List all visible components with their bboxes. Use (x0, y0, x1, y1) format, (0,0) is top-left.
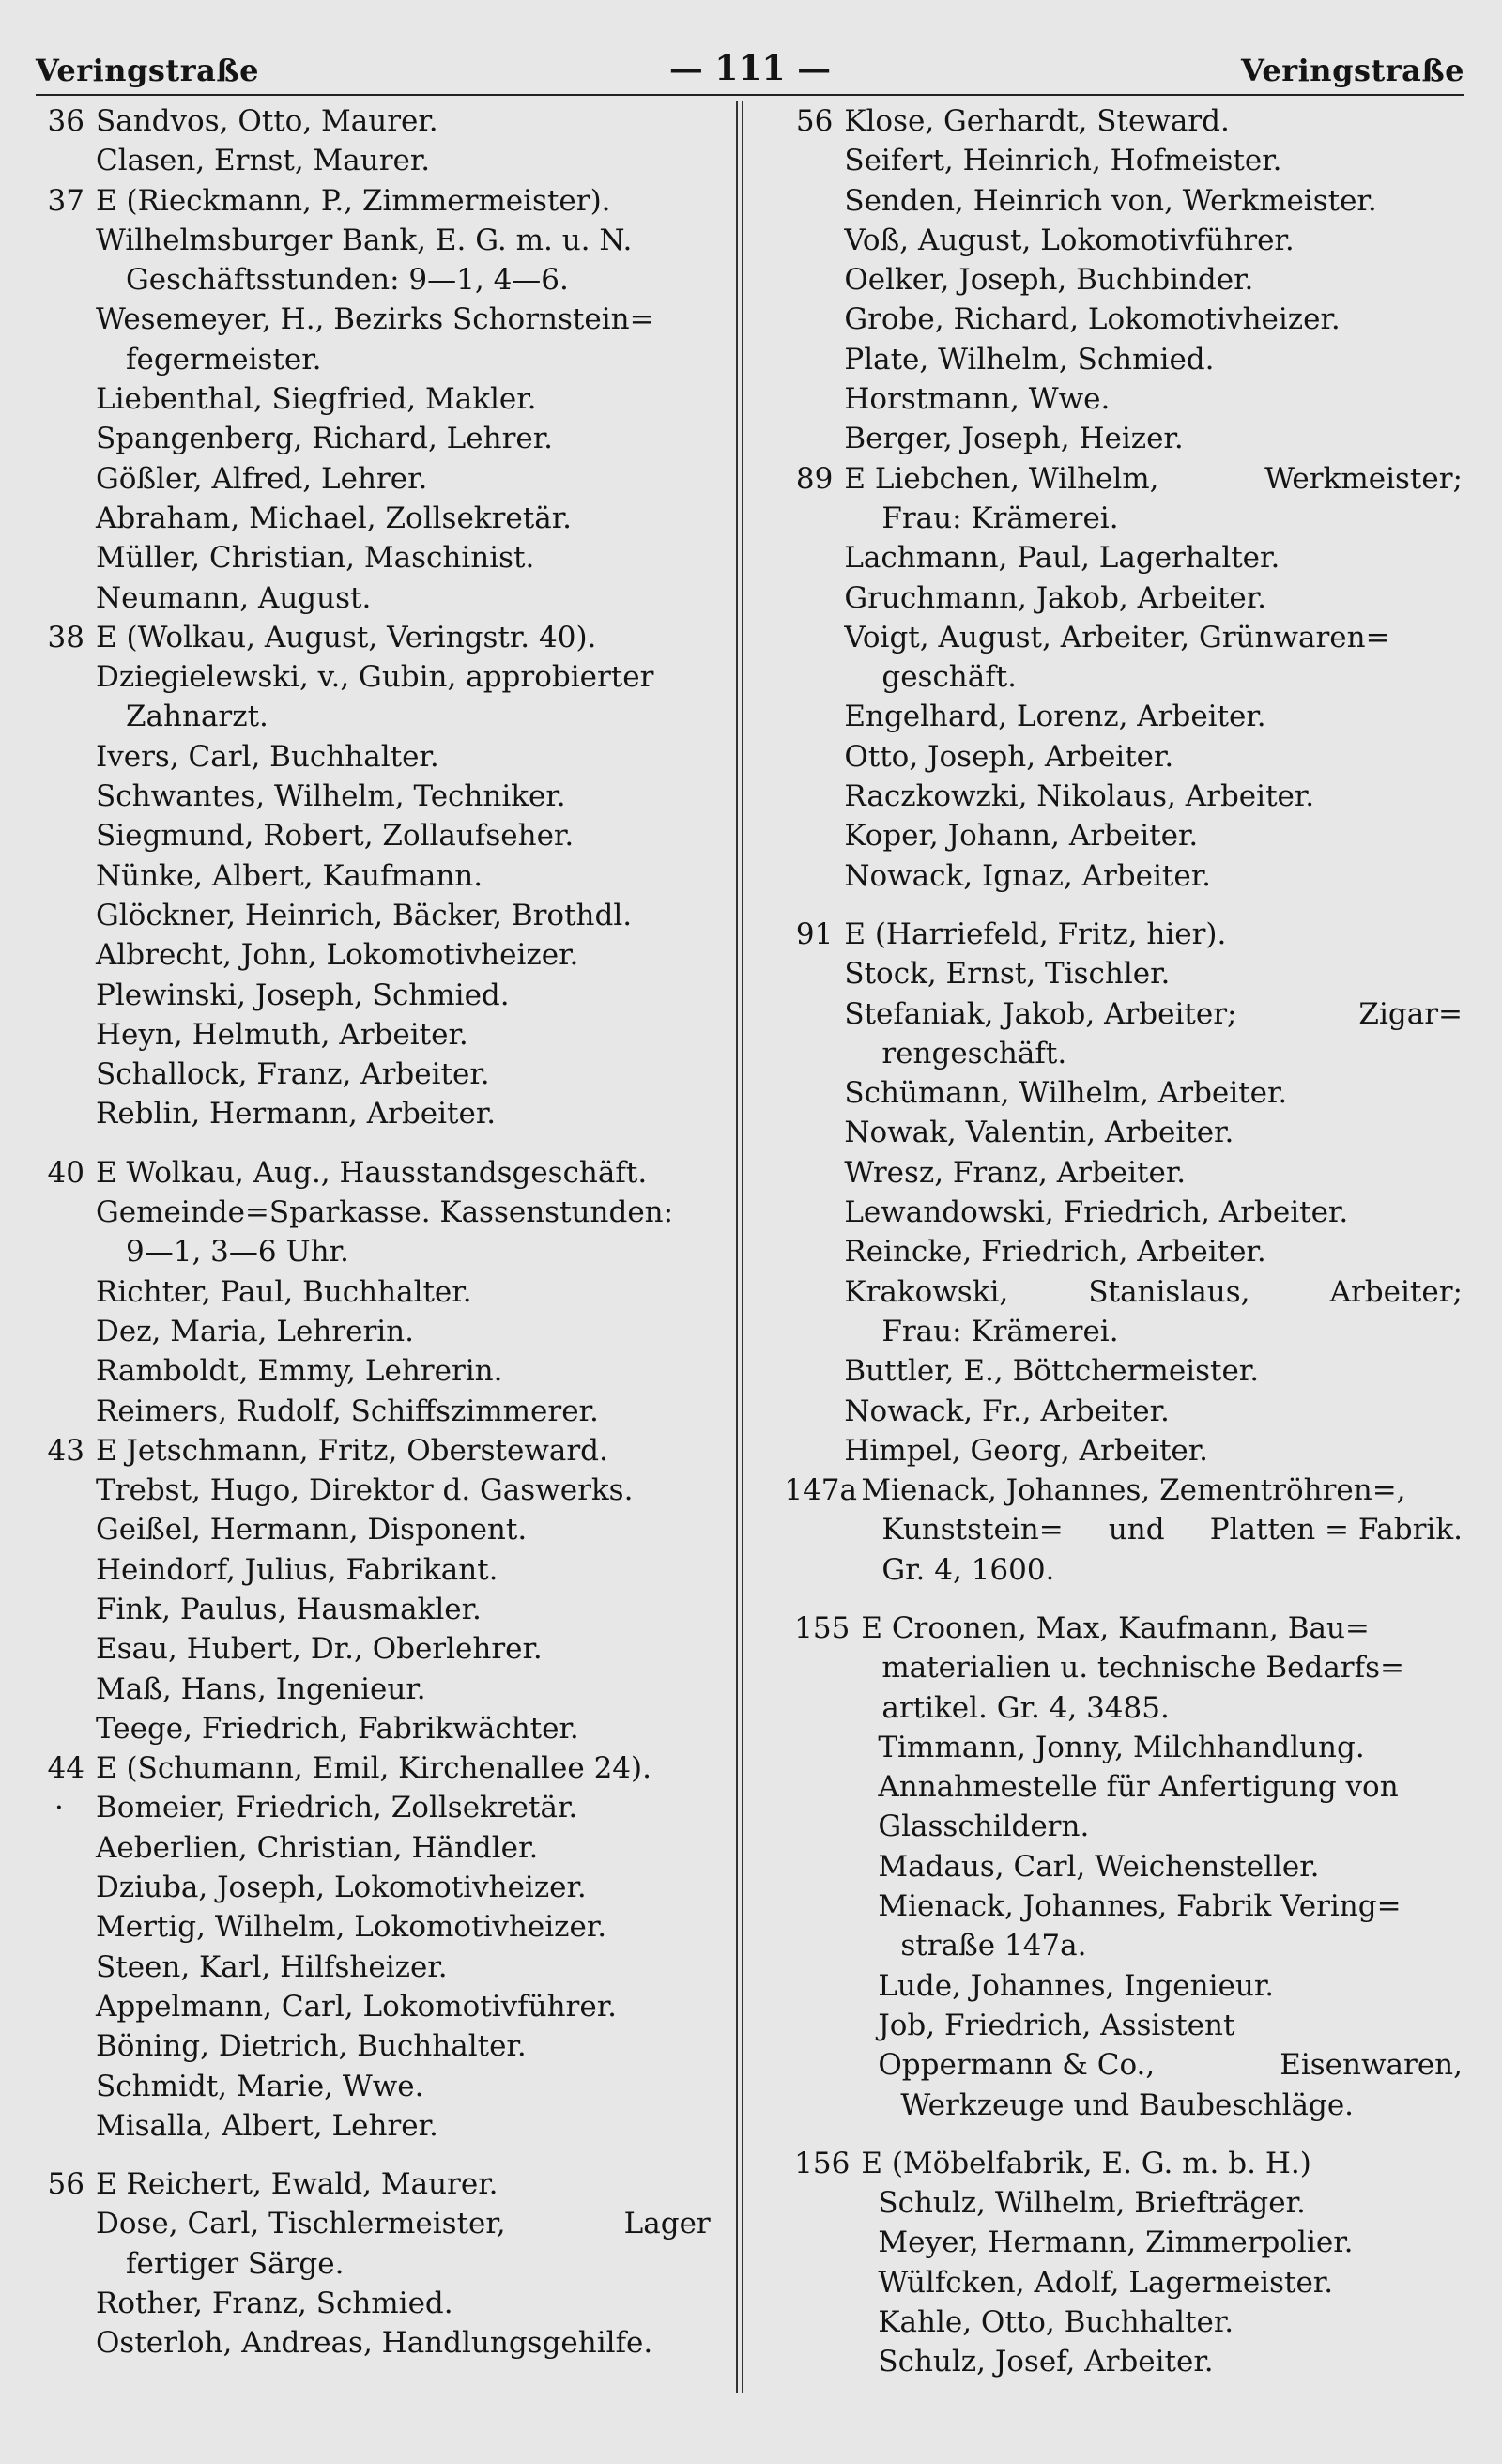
entry-line (36, 1788, 713, 1827)
spacer (36, 1134, 713, 1153)
entry-line: Aeberlien, Christian, Händler. (96, 1830, 539, 1865)
entry-line: Schulz, Wilhelm, Briefträger. (878, 2186, 1306, 2221)
entry-text: E Liebchen, Wilhelm, (844, 461, 1159, 496)
entry-line: Clasen, Ernst, Maurer. (96, 144, 431, 178)
entry-text: Stanislaus, (1088, 1274, 1250, 1309)
entry-line: Frau: Krämerei. (881, 500, 1119, 535)
page-number: — 111 — (668, 49, 832, 88)
entry-text: E Wolkau, Aug., Hausstandsgeschäft. (96, 1155, 648, 1190)
entry-line: Lude, Johannes, Ingenieur. (878, 1968, 1275, 2003)
entry-text: Dose, Carl, Tischlermeister, (96, 2207, 506, 2241)
entry-line: Nowack, Fr., Arbeiter. (844, 1394, 1170, 1428)
margin-mark: · (54, 1791, 64, 1825)
house-number: 56 (47, 2167, 84, 2202)
entry-line (36, 181, 713, 221)
entry-line: Nowack, Ignaz, Arbeiter. (844, 858, 1211, 893)
house-number: 91 (795, 916, 834, 951)
entry-line: Geißel, Hermann, Disponent. (96, 1513, 528, 1548)
entry-text: Eisenwaren, (1280, 2048, 1463, 2083)
columns (36, 101, 1464, 2393)
entry-text: E (Möbelfabrik, E. G. m. b. H.) (861, 2146, 1311, 2180)
entry-line: Schwantes, Wilhelm, Techniker. (96, 779, 566, 814)
entry-line: Richter, Paul, Buchhalter. (96, 1274, 472, 1309)
entry-line: Voß, August, Lokomotivführer. (844, 223, 1295, 257)
entry-line: Wesemeyer, H., Bezirks Schornstein= (96, 302, 654, 337)
house-number: 147a (784, 1473, 857, 1508)
house-number: 155 (794, 1610, 851, 1645)
entry-line: Job, Friedrich, Assistent (878, 2008, 1235, 2042)
entry-line: Osterloh, Andreas, Handlungsgehilfe. (96, 2326, 653, 2361)
entry-line (784, 1510, 1464, 1549)
entry-line: Gemeinde=Sparkasse. Kassenstunden: (96, 1195, 674, 1230)
running-head-left: Veringstraße (36, 53, 259, 88)
entry-line: Gr. 4, 1600. (881, 1552, 1055, 1587)
left-column (36, 101, 713, 2393)
entry-line: Reincke, Friedrich, Arbeiter. (844, 1235, 1266, 1270)
entry-line: Schulz, Josef, Arbeiter. (878, 2345, 1214, 2379)
entry-text: Sandvos, Otto, Maurer. (96, 104, 438, 138)
entry-line: Nowak, Valentin, Arbeiter. (844, 1116, 1234, 1150)
entry-line: fegermeister. (126, 342, 322, 377)
entry-line: geschäft. (881, 660, 1018, 695)
entry-text: Werkmeister; (1264, 461, 1463, 496)
entry-line (784, 1609, 1464, 1648)
entry-line: Berger, Joseph, Heizer. (844, 422, 1184, 456)
entry-line: Maß, Hans, Ingenieur. (96, 1671, 426, 1706)
entry-line: Zahnarzt. (126, 700, 268, 734)
entry-line: Rother, Franz, Schmied. (96, 2287, 453, 2321)
entry-line: Senden, Heinrich von, Werkmeister. (844, 183, 1377, 218)
entry-line (784, 1272, 1464, 1312)
entry-line (784, 2045, 1464, 2085)
entry-line: Lachmann, Paul, Lagerhalter. (844, 541, 1280, 576)
entry-line: Misalla, Albert, Lehrer. (96, 2108, 438, 2143)
entry-line: Esau, Hubert, Dr., Oberlehrer. (96, 1632, 543, 1667)
entry-line: Steen, Karl, Hilfsheizer. (96, 1949, 448, 1984)
entry-line: Schallock, Franz, Arbeiter. (96, 1057, 490, 1092)
header-rule (36, 94, 1464, 100)
entry-line: Schmidt, Marie, Wwe. (96, 2069, 424, 2103)
entry-line: Wilhelmsburger Bank, E. G. m. u. N. (96, 223, 633, 257)
entry-line: Trebst, Hugo, Direktor d. Gaswerks. (96, 1473, 634, 1508)
column-separator (713, 101, 768, 2393)
entry-line: 9—1, 3—6 Uhr. (126, 1235, 349, 1270)
entry-line: Dziuba, Joseph, Lokomotivheizer. (96, 1871, 587, 1905)
entry-text: E (Schumann, Emil, Kirchenallee 24). (96, 1751, 651, 1786)
entry-text: E Croonen, Max, Kaufmann, Bau= (861, 1610, 1370, 1645)
spacer (784, 1590, 1464, 1609)
entry-line: Ivers, Carl, Buchhalter. (96, 739, 439, 774)
entry-text: Platten = Fabrik. (1209, 1513, 1463, 1548)
entry-line: Nünke, Albert, Kaufmann. (96, 858, 483, 893)
house-number: 43 (47, 1433, 84, 1468)
entry-line: Engelhard, Lorenz, Arbeiter. (844, 700, 1266, 734)
entry-line: Oelker, Joseph, Buchbinder. (844, 263, 1254, 298)
entry-line: Mienack, Johannes, Fabrik Vering= (878, 1889, 1402, 1924)
running-head-right: Veringstraße (1241, 53, 1464, 88)
entry-line: Mertig, Wilhelm, Lokomotivheizer. (96, 1910, 607, 1945)
entry-line: Raczkowzki, Nikolaus, Arbeiter. (844, 779, 1315, 814)
entry-line (784, 1471, 1464, 1510)
entry-line: Frau: Krämerei. (881, 1314, 1119, 1348)
entry-text: Kunststein= (881, 1513, 1064, 1548)
entry-line: Voigt, August, Arbeiter, Grünwaren= (844, 620, 1390, 654)
entry-line: fertiger Särge. (126, 2246, 345, 2281)
entry-line: Reimers, Rudolf, Schiffszimmerer. (96, 1394, 599, 1428)
entry-line: Buttler, E., Böttchermeister. (844, 1354, 1260, 1389)
entry-line: Schümann, Wilhelm, Arbeiter. (844, 1076, 1288, 1111)
entry-line: Fink, Paulus, Hausmakler. (96, 1592, 482, 1626)
entry-line: Koper, Johann, Arbeiter. (844, 819, 1199, 854)
entry-line: Heyn, Helmuth, Arbeiter. (96, 1017, 468, 1052)
entry-text: E (Wolkau, August, Veringstr. 40). (96, 620, 597, 654)
entry-line: materialien u. technische Bedarfs= (881, 1651, 1404, 1686)
house-number: 89 (795, 461, 834, 496)
entry-line: Meyer, Hermann, Zimmerpolier. (878, 2225, 1354, 2260)
entry-text: Stefaniak, Jakob, Arbeiter; (844, 996, 1237, 1031)
entry-line: Teege, Friedrich, Fabrikwächter. (96, 1711, 579, 1746)
entry-line: Seifert, Heinrich, Hofmeister. (844, 144, 1282, 178)
entry-line: Kahle, Otto, Buchhalter. (878, 2305, 1234, 2340)
entry-line: Timmann, Jonny, Milchhandlung. (878, 1730, 1365, 1764)
spacer (784, 2125, 1464, 2144)
entry-line: Plewinski, Joseph, Schmied. (96, 978, 510, 1012)
house-number: 37 (47, 183, 84, 218)
right-column (767, 101, 1464, 2393)
entry-line: Geschäftsstunden: 9—1, 4—6. (126, 263, 569, 298)
entry-line (784, 994, 1464, 1034)
entry-line (784, 459, 1464, 499)
entry-text: Oppermann & Co., (878, 2048, 1156, 2083)
entry-line: Madaus, Carl, Weichensteller. (878, 1849, 1320, 1884)
entry-text: Lager (623, 2207, 711, 2241)
house-number: 56 (795, 104, 834, 138)
entry-line: Heindorf, Julius, Fabrikant. (96, 1552, 498, 1587)
entry-line (36, 1153, 713, 1193)
page-header (36, 38, 1464, 96)
spacer (784, 896, 1464, 915)
entry-text: E (Harriefeld, Fritz, hier). (844, 916, 1227, 951)
entry-line (36, 1748, 713, 1788)
entry-text: Bomeier, Friedrich, Zollsekretär. (96, 1791, 578, 1825)
entry-line: Siegmund, Robert, Zollaufseher. (96, 819, 575, 854)
entry-line: straße 147a. (900, 1929, 1087, 1964)
entry-line: Wülfcken, Adolf, Lagermeister. (878, 2265, 1334, 2300)
entry-line: Müller, Christian, Maschinist. (96, 541, 535, 576)
entry-line: Appelmann, Carl, Lokomotivführer. (96, 1989, 617, 2024)
entry-line: Albrecht, John, Lokomotivheizer. (96, 938, 579, 973)
entry-text: Mienack, Johannes, Zementröhren=, (861, 1473, 1406, 1508)
house-number: 40 (47, 1155, 84, 1190)
entry-text: Krakowski, (844, 1274, 1009, 1309)
entry-line: Gruchmann, Jakob, Arbeiter. (844, 580, 1267, 615)
house-number: 36 (47, 104, 84, 138)
entry-line: Stock, Ernst, Tischler. (844, 957, 1171, 992)
house-number: 38 (47, 620, 84, 654)
entry-text: E (Rieckmann, P., Zimmermeister). (96, 183, 611, 218)
entry-line: Horstmann, Wwe. (844, 382, 1111, 417)
entry-line: Wresz, Franz, Arbeiter. (844, 1155, 1187, 1190)
entry-line: Dziegielewski, v., Gubin, approbierter (96, 660, 654, 695)
entry-line: Glöckner, Heinrich, Bäcker, Brothdl. (96, 898, 633, 932)
entry-line (784, 101, 1464, 141)
entry-line (36, 2164, 713, 2204)
entry-text: E Jetschmann, Fritz, Obersteward. (96, 1433, 608, 1468)
entry-line: Spangenberg, Richard, Lehrer. (96, 422, 554, 456)
entry-line (36, 618, 713, 657)
entry-line: rengeschäft. (881, 1036, 1067, 1070)
entry-line: Reblin, Hermann, Arbeiter. (96, 1097, 497, 1132)
entry-line: Ramboldt, Emmy, Lehrerin. (96, 1354, 503, 1389)
entry-line: Gößler, Alfred, Lehrer. (96, 461, 428, 496)
entry-line: Annahmestelle für Anfertigung von (878, 1770, 1399, 1805)
entry-line: Neumann, August. (96, 580, 372, 615)
entry-line: Böning, Dietrich, Buchhalter. (96, 2029, 527, 2064)
entry-line (36, 1431, 713, 1471)
entry-line: Himpel, Georg, Arbeiter. (844, 1433, 1209, 1468)
house-number: 156 (794, 2146, 851, 2180)
entry-line (36, 101, 713, 141)
entry-line: Dez, Maria, Lehrerin. (96, 1314, 415, 1348)
spacer (36, 2146, 713, 2164)
entry-text: E Reichert, Ewald, Maurer. (96, 2167, 498, 2202)
entry-text: Klose, Gerhardt, Steward. (844, 104, 1230, 138)
entry-text: und (1108, 1513, 1165, 1548)
entry-line: Abraham, Michael, Zollsekretär. (96, 500, 572, 535)
entry-line: Glasschildern. (878, 1810, 1090, 1844)
entry-line: Plate, Wilhelm, Schmied. (844, 342, 1215, 377)
entry-line (784, 2144, 1464, 2183)
entry-line: Grobe, Richard, Lokomotivheizer. (844, 302, 1341, 337)
entry-text: Arbeiter; (1329, 1274, 1463, 1309)
entry-line: Werkzeuge und Baubeschläge. (900, 2087, 1355, 2122)
entry-text: Zigar= (1358, 996, 1463, 1031)
entry-line (784, 915, 1464, 954)
entry-line: artikel. Gr. 4, 3485. (881, 1690, 1170, 1725)
entry-line: Otto, Joseph, Arbeiter. (844, 739, 1174, 774)
entry-line: Liebenthal, Siegfried, Makler. (96, 382, 537, 417)
entry-line (36, 2204, 713, 2243)
entry-line: Lewandowski, Friedrich, Arbeiter. (844, 1195, 1349, 1230)
house-number: 44 (47, 1751, 84, 1786)
